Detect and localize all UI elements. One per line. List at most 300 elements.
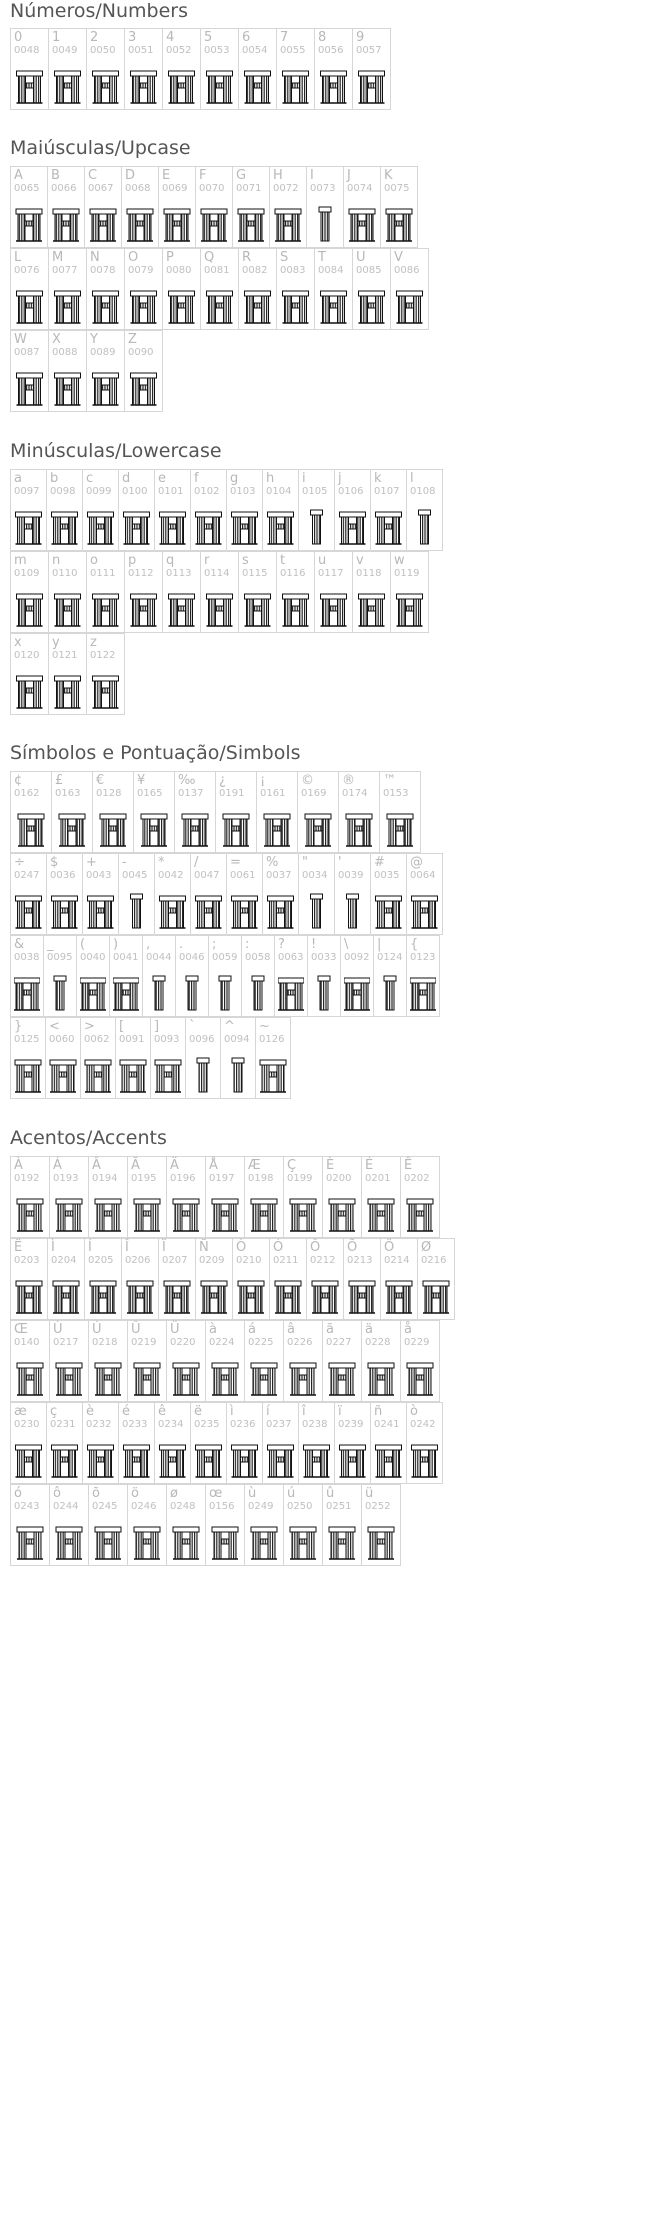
glyph-code: 0198 xyxy=(248,1173,274,1184)
glyph-cell xyxy=(48,330,87,412)
glyph-character: ó xyxy=(14,1486,22,1501)
glyph-preview xyxy=(11,882,46,930)
glyph-cell xyxy=(84,166,122,248)
glyph-cell xyxy=(133,771,175,853)
glyph-preview xyxy=(362,1349,400,1397)
glyph-character: ' xyxy=(338,855,342,870)
glyph-code: 0204 xyxy=(51,1255,77,1266)
glyph-code: 0210 xyxy=(236,1255,262,1266)
glyph-cell xyxy=(361,1156,401,1238)
glyph-cell xyxy=(10,551,49,633)
glyph-preview xyxy=(77,964,109,1012)
glyph-code: 0059 xyxy=(212,952,238,963)
glyph-preview xyxy=(125,57,162,105)
glyph-character: S xyxy=(280,250,289,265)
glyph-code: 0195 xyxy=(131,1173,157,1184)
glyph-code: 0045 xyxy=(122,870,148,881)
glyph-cell xyxy=(47,1238,85,1320)
glyph-code: 0212 xyxy=(310,1255,336,1266)
glyph-code: 0111 xyxy=(90,568,116,579)
glyph-preview xyxy=(307,1267,343,1315)
glyph-cell xyxy=(175,935,209,1017)
glyph-cell xyxy=(82,469,119,551)
glyph-character: o xyxy=(90,553,98,568)
glyph-preview xyxy=(277,277,314,325)
glyph-cell xyxy=(46,469,83,551)
glyph-character: \ xyxy=(344,937,349,952)
glyph-cell xyxy=(45,1017,81,1099)
glyph-preview xyxy=(11,195,47,243)
glyph-cell xyxy=(124,551,163,633)
glyph-cell xyxy=(370,469,407,551)
glyph-code: 0245 xyxy=(92,1501,118,1512)
glyph-character: 8 xyxy=(318,30,327,45)
glyph-preview xyxy=(50,1185,88,1233)
glyph-code: 0048 xyxy=(14,45,40,56)
glyph-cell xyxy=(80,1017,116,1099)
glyph-preview xyxy=(159,195,195,243)
glyph-cell xyxy=(124,248,163,330)
glyph-code: 0227 xyxy=(326,1337,352,1348)
glyph-preview xyxy=(163,277,200,325)
glyph-character: ï xyxy=(338,1404,342,1419)
glyph-preview xyxy=(201,580,238,628)
glyph-code: 0199 xyxy=(287,1173,313,1184)
glyph-code: 0218 xyxy=(92,1337,118,1348)
glyph-character: < xyxy=(49,1019,60,1034)
glyph-preview xyxy=(307,195,343,243)
glyph-character: ~ xyxy=(259,1019,270,1034)
glyph-code: 0211 xyxy=(273,1255,299,1266)
glyph-preview xyxy=(159,1267,195,1315)
section-title: Maiúsculas/Upcase xyxy=(10,137,191,159)
glyph-character: j xyxy=(338,471,342,486)
glyph-cell xyxy=(154,853,191,935)
glyph-code: 0093 xyxy=(154,1034,180,1045)
glyph-cell xyxy=(298,1402,335,1484)
glyph-cell xyxy=(380,166,418,248)
glyph-code: 0053 xyxy=(204,45,230,56)
glyph-character: 1 xyxy=(52,30,61,45)
glyph-character: © xyxy=(301,773,314,788)
glyph-code: 0237 xyxy=(266,1419,292,1430)
glyph-preview xyxy=(89,1513,127,1561)
glyph-preview xyxy=(48,195,84,243)
glyph-preview xyxy=(87,662,124,710)
glyph-cell xyxy=(118,469,155,551)
glyph-preview xyxy=(256,1046,290,1094)
glyph-preview xyxy=(81,1046,115,1094)
glyph-code: 0077 xyxy=(52,265,78,276)
glyph-character: H xyxy=(273,168,283,183)
glyph-preview xyxy=(87,580,124,628)
glyph-preview xyxy=(353,277,390,325)
glyph-code: 0097 xyxy=(14,486,40,497)
glyph-character: È xyxy=(326,1158,335,1173)
glyph-preview xyxy=(299,882,334,930)
glyph-character: d xyxy=(122,471,131,486)
glyph-preview xyxy=(119,882,154,930)
glyph-preview xyxy=(418,1267,454,1315)
glyph-preview xyxy=(371,882,406,930)
glyph-cell xyxy=(142,935,176,1017)
glyph-code: 0056 xyxy=(318,45,344,56)
glyph-preview xyxy=(371,498,406,546)
glyph-code: 0122 xyxy=(90,650,116,661)
glyph-cell xyxy=(121,166,159,248)
glyph-character: å xyxy=(404,1322,412,1337)
glyph-code: 0118 xyxy=(356,568,382,579)
glyph-preview xyxy=(11,57,48,105)
glyph-preview xyxy=(87,359,124,407)
glyph-cell xyxy=(380,1238,418,1320)
glyph-code: 0051 xyxy=(128,45,154,56)
glyph-code: 0114 xyxy=(204,568,230,579)
glyph-preview xyxy=(47,1431,82,1479)
glyph-code: 0089 xyxy=(90,347,116,358)
glyph-preview xyxy=(119,1431,154,1479)
glyph-character: n xyxy=(52,553,61,568)
glyph-code: 0081 xyxy=(204,265,230,276)
glyph-character: T xyxy=(318,250,326,265)
glyph-row xyxy=(10,1320,439,1402)
glyph-cell xyxy=(200,248,239,330)
glyph-cell xyxy=(306,166,344,248)
glyph-code: 0236 xyxy=(230,1419,256,1430)
glyph-character: y xyxy=(52,635,60,650)
glyph-character: ` xyxy=(189,1019,196,1034)
glyph-character: Ü xyxy=(170,1322,180,1337)
glyph-cell xyxy=(82,1402,119,1484)
glyph-preview xyxy=(128,1349,166,1397)
glyph-cell xyxy=(314,28,353,110)
glyph-cell xyxy=(322,1484,362,1566)
glyph-cell xyxy=(48,551,87,633)
glyph-code: 0229 xyxy=(404,1337,430,1348)
glyph-cell xyxy=(190,853,227,935)
glyph-code: 0067 xyxy=(88,183,114,194)
glyph-code: 0230 xyxy=(14,1419,40,1430)
glyph-cell xyxy=(256,771,298,853)
glyph-code: 0064 xyxy=(410,870,436,881)
glyph-character: I xyxy=(310,168,314,183)
glyph-code: 0192 xyxy=(14,1173,40,1184)
glyph-character: ¥ xyxy=(137,773,146,788)
glyph-code: 0161 xyxy=(260,788,286,799)
glyph-character: ä xyxy=(365,1322,373,1337)
glyph-cell xyxy=(10,771,52,853)
glyph-character: 9 xyxy=(356,30,365,45)
glyph-code: 0137 xyxy=(178,788,204,799)
glyph-code: 0174 xyxy=(342,788,368,799)
glyph-code: 0214 xyxy=(384,1255,410,1266)
glyph-character: 2 xyxy=(90,30,99,45)
glyph-cell xyxy=(269,1238,307,1320)
glyph-cell xyxy=(86,248,125,330)
glyph-preview xyxy=(167,1349,205,1397)
glyph-cell xyxy=(352,551,391,633)
glyph-code: 0035 xyxy=(374,870,400,881)
glyph-code: 0112 xyxy=(128,568,154,579)
glyph-code: 0165 xyxy=(137,788,163,799)
section-title: Números/Numbers xyxy=(10,0,188,22)
glyph-character: # xyxy=(374,855,385,870)
glyph-code: 0037 xyxy=(266,870,292,881)
glyph-character: p xyxy=(128,553,137,568)
glyph-character: 6 xyxy=(242,30,251,45)
glyph-character: õ xyxy=(92,1486,100,1501)
glyph-preview xyxy=(11,1185,49,1233)
glyph-cell xyxy=(297,771,339,853)
glyph-code: 0055 xyxy=(280,45,306,56)
glyph-preview xyxy=(233,1267,269,1315)
glyph-preview xyxy=(155,1431,190,1479)
glyph-cell xyxy=(10,935,44,1017)
glyph-character: + xyxy=(86,855,97,870)
glyph-code: 0087 xyxy=(14,347,40,358)
glyph-preview xyxy=(239,580,276,628)
glyph-code: 0108 xyxy=(410,486,436,497)
glyph-cell xyxy=(162,551,201,633)
glyph-character: à xyxy=(209,1322,217,1337)
glyph-cell xyxy=(238,28,277,110)
glyph-character: ñ xyxy=(374,1404,383,1419)
glyph-code: 0073 xyxy=(310,183,336,194)
glyph-cell xyxy=(86,330,125,412)
glyph-preview xyxy=(407,498,442,546)
glyph-preview xyxy=(242,964,274,1012)
glyph-character: è xyxy=(86,1404,94,1419)
glyph-cell xyxy=(244,1156,284,1238)
glyph-code: 0040 xyxy=(80,952,106,963)
glyph-character: P xyxy=(166,250,174,265)
glyph-character: q xyxy=(166,553,175,568)
glyph-cell xyxy=(49,1156,89,1238)
glyph-code: 0128 xyxy=(96,788,122,799)
glyph-preview xyxy=(339,800,379,848)
glyph-code: 0191 xyxy=(219,788,245,799)
glyph-character: Ò xyxy=(236,1240,247,1255)
glyph-character: s xyxy=(242,553,249,568)
glyph-preview xyxy=(93,800,133,848)
glyph-preview xyxy=(315,580,352,628)
glyph-cell xyxy=(379,771,421,853)
glyph-character: É xyxy=(365,1158,374,1173)
glyph-character: F xyxy=(199,168,207,183)
glyph-cell xyxy=(46,1402,83,1484)
glyph-preview xyxy=(380,800,420,848)
glyph-code: 0110 xyxy=(52,568,78,579)
glyph-character: w xyxy=(394,553,405,568)
glyph-character: ü xyxy=(365,1486,374,1501)
glyph-code: 0106 xyxy=(338,486,364,497)
glyph-character: . xyxy=(179,937,184,952)
glyph-character: Ì xyxy=(51,1240,55,1255)
glyph-character: á xyxy=(248,1322,256,1337)
glyph-character: Ô xyxy=(310,1240,321,1255)
glyph-character: ì xyxy=(230,1404,234,1419)
glyph-cell xyxy=(370,853,407,935)
glyph-character: ö xyxy=(131,1486,139,1501)
glyph-preview xyxy=(122,195,158,243)
glyph-character: D xyxy=(125,168,136,183)
glyph-cell xyxy=(49,1320,89,1402)
glyph-cell xyxy=(127,1320,167,1402)
glyph-cell xyxy=(121,1238,159,1320)
glyph-cell xyxy=(373,935,407,1017)
glyph-preview xyxy=(128,1513,166,1561)
glyph-character: : xyxy=(245,937,250,952)
glyph-character: % xyxy=(266,855,279,870)
glyph-character: | xyxy=(377,937,382,952)
glyph-code: 0065 xyxy=(14,183,40,194)
glyph-preview xyxy=(407,1431,442,1479)
glyph-character: 7 xyxy=(280,30,289,45)
glyph-preview xyxy=(245,1185,283,1233)
glyph-cell xyxy=(84,1238,122,1320)
glyph-cell xyxy=(390,248,429,330)
glyph-code: 0153 xyxy=(383,788,409,799)
glyph-cell xyxy=(238,248,277,330)
glyph-character: c xyxy=(86,471,94,486)
glyph-preview xyxy=(362,1185,400,1233)
glyph-character: i xyxy=(302,471,306,486)
glyph-cell xyxy=(10,1484,50,1566)
glyph-cell xyxy=(276,28,315,110)
glyph-cell xyxy=(226,469,263,551)
glyph-code: 0247 xyxy=(14,870,40,881)
glyph-row xyxy=(10,771,420,853)
glyph-cell xyxy=(306,1238,344,1320)
glyph-character: Ã xyxy=(131,1158,140,1173)
glyph-row xyxy=(10,1238,454,1320)
glyph-code: 0125 xyxy=(14,1034,40,1045)
glyph-character: > xyxy=(84,1019,95,1034)
glyph-cell xyxy=(274,935,308,1017)
glyph-character: 4 xyxy=(166,30,175,45)
glyph-preview xyxy=(48,1267,84,1315)
glyph-preview xyxy=(299,1431,334,1479)
glyph-character: / xyxy=(194,855,199,870)
glyph-character: $ xyxy=(50,855,59,870)
glyph-cell xyxy=(361,1484,401,1566)
glyph-cell xyxy=(283,1320,323,1402)
glyph-preview xyxy=(11,1267,47,1315)
glyph-cell xyxy=(166,1320,206,1402)
glyph-character: Ù xyxy=(53,1322,63,1337)
glyph-preview xyxy=(335,498,370,546)
glyph-code: 0076 xyxy=(14,265,40,276)
glyph-character: u xyxy=(318,553,327,568)
glyph-code: 0203 xyxy=(14,1255,40,1266)
glyph-cell xyxy=(195,1238,233,1320)
glyph-character: J xyxy=(347,168,351,183)
glyph-code: 0078 xyxy=(90,265,116,276)
glyph-code: 0209 xyxy=(199,1255,225,1266)
glyph-code: 0169 xyxy=(301,788,327,799)
glyph-cell xyxy=(190,1402,227,1484)
glyph-code: 0062 xyxy=(84,1034,110,1045)
glyph-cell xyxy=(298,853,335,935)
glyph-character: ù xyxy=(248,1486,257,1501)
glyph-preview xyxy=(128,1185,166,1233)
glyph-preview xyxy=(206,1513,244,1561)
glyph-cell xyxy=(115,1017,151,1099)
glyph-code: 0232 xyxy=(86,1419,112,1430)
glyph-preview xyxy=(381,195,417,243)
glyph-code: 0126 xyxy=(259,1034,285,1045)
glyph-preview xyxy=(381,1267,417,1315)
glyph-character: Æ xyxy=(248,1158,261,1173)
glyph-cell xyxy=(88,1320,128,1402)
glyph-character: ] xyxy=(154,1019,160,1034)
glyph-preview xyxy=(87,277,124,325)
glyph-code: 0042 xyxy=(158,870,184,881)
glyph-preview xyxy=(299,498,334,546)
glyph-cell xyxy=(124,28,163,110)
glyph-character: ® xyxy=(342,773,355,788)
glyph-cell xyxy=(262,1402,299,1484)
glyph-cell xyxy=(127,1156,167,1238)
glyph-character: , xyxy=(146,937,151,952)
glyph-cell xyxy=(406,853,443,935)
glyph-cell xyxy=(205,1156,245,1238)
glyph-cell xyxy=(88,1156,128,1238)
glyph-character: t xyxy=(280,553,286,568)
glyph-preview xyxy=(201,57,238,105)
glyph-code: 0034 xyxy=(302,870,328,881)
glyph-cell xyxy=(162,28,201,110)
glyph-cell xyxy=(241,935,275,1017)
glyph-preview xyxy=(245,1513,283,1561)
glyph-row xyxy=(10,1017,290,1099)
glyph-character: m xyxy=(14,553,27,568)
glyph-character: Z xyxy=(128,332,137,347)
glyph-code: 0090 xyxy=(128,347,154,358)
glyph-cell xyxy=(262,469,299,551)
glyph-preview xyxy=(167,1185,205,1233)
glyph-character: 3 xyxy=(128,30,137,45)
glyph-preview xyxy=(151,1046,185,1094)
glyph-character: B xyxy=(51,168,60,183)
glyph-code: 0217 xyxy=(53,1337,79,1348)
glyph-preview xyxy=(284,1349,322,1397)
glyph-preview xyxy=(221,1046,255,1094)
glyph-cell xyxy=(48,248,87,330)
glyph-preview xyxy=(186,1046,220,1094)
glyph-preview xyxy=(323,1185,361,1233)
glyph-code: 0052 xyxy=(166,45,192,56)
glyph-code: 0104 xyxy=(266,486,292,497)
glyph-character: Ø xyxy=(421,1240,432,1255)
glyph-row xyxy=(10,551,428,633)
glyph-code: 0033 xyxy=(311,952,337,963)
glyph-preview xyxy=(374,964,406,1012)
glyph-character: ¿ xyxy=(219,773,226,788)
glyph-code: 0241 xyxy=(374,1419,400,1430)
glyph-code: 0103 xyxy=(230,486,256,497)
glyph-code: 0246 xyxy=(131,1501,157,1512)
glyph-cell xyxy=(343,166,381,248)
glyph-code: 0074 xyxy=(347,183,373,194)
glyph-code: 0206 xyxy=(125,1255,151,1266)
glyph-code: 0224 xyxy=(209,1337,235,1348)
glyph-preview xyxy=(49,580,86,628)
glyph-code: 0121 xyxy=(52,650,78,661)
glyph-character: A xyxy=(14,168,23,183)
glyph-preview xyxy=(125,359,162,407)
glyph-code: 0200 xyxy=(326,1173,352,1184)
